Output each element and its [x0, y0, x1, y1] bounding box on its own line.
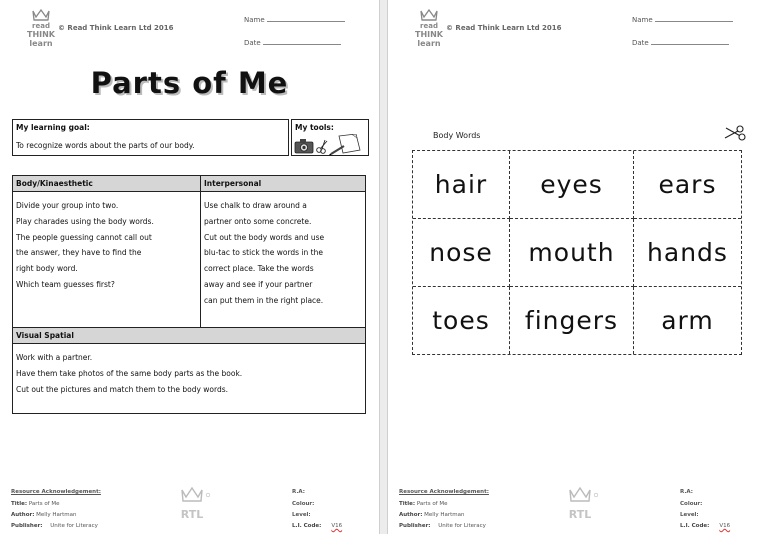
activity-text [13, 344, 365, 397]
activity-line: Which team guesses first? [16, 279, 115, 289]
activity-line: right body word. [16, 264, 78, 274]
footer-ra: R.A: [292, 489, 305, 495]
footer-publisher: Publisher: Unite for Literacy [11, 523, 98, 529]
activity-visual-spatial [13, 327, 365, 413]
activity-line: Cut out the pictures and match them to the body words. [16, 384, 229, 394]
activity-line: correct place. Take the words [204, 264, 314, 274]
svg-text:read: read [420, 22, 438, 30]
resource-ack-heading: Resource Acknowledgement: [399, 489, 489, 495]
word-card-eyes: eyes [510, 151, 634, 219]
activity-body-kinaesthetic [13, 176, 201, 327]
footer-li-code: L.I. Code: V16 [680, 523, 731, 529]
word-card-hair: hair [413, 151, 510, 219]
word-card-toes: toes [413, 287, 510, 354]
rtl-logo [564, 486, 600, 522]
rtl-logo [176, 486, 212, 522]
footer-author: Author: Melly Hartman [399, 512, 465, 518]
activity-text [13, 192, 200, 293]
footer-author: Author: Melly Hartman [11, 512, 77, 518]
svg-text:read: read [32, 22, 50, 30]
word-card-hands: hands [634, 219, 741, 287]
activity-line: can put them in the right place. [204, 295, 324, 305]
read-think-learn-logo [414, 8, 444, 50]
my-tools-box [291, 119, 369, 156]
activity-line: Play charades using the body words. [16, 216, 154, 226]
date-line[interactable] [263, 38, 341, 45]
my-tools-heading: My tools: [295, 123, 334, 132]
footer-title: Title: Parts of Me [11, 501, 60, 507]
svg-text:RTL: RTL [180, 508, 204, 521]
copyright-text: © Read Think Learn Ltd 2016 [58, 24, 174, 32]
activity-line: Divide your group into two. [16, 201, 119, 210]
svg-text:learn: learn [417, 39, 441, 48]
activity-line: Work with a partner. [16, 353, 93, 362]
activity-line: the answer, they have to find the [16, 248, 142, 258]
activity-line: partner onto some concrete. [204, 216, 312, 226]
activity-line: blu-tac to stick the words in the [204, 248, 323, 258]
activity-line: Have them take photos of the same body parts as the book. [16, 368, 243, 378]
activity-line: The people guessing cannot call out [16, 232, 152, 242]
date-label: Date [632, 39, 649, 47]
footer-colour: Colour: [292, 501, 315, 507]
activity-line: Use chalk to draw around a [204, 201, 307, 210]
camera-icon [295, 139, 313, 153]
footer-title-value: Parts of Me [28, 501, 60, 507]
word-card-mouth: mouth [510, 219, 634, 287]
footer-publisher-value: Unite for Literacy [50, 523, 98, 529]
svg-text:learn: learn [29, 39, 53, 48]
scissors-icon [723, 124, 747, 142]
date-field [244, 38, 341, 47]
body-words-grid [412, 150, 742, 355]
worksheet-page-left [0, 0, 379, 534]
svg-text:THINK: THINK [414, 30, 444, 39]
activity-text [201, 192, 365, 309]
read-think-learn-logo [26, 8, 56, 50]
footer-level: Level: [680, 512, 699, 518]
activity-heading: Interpersonal [201, 176, 365, 192]
pencil-icon [330, 146, 345, 155]
paper-icon [339, 134, 360, 153]
name-field [244, 15, 345, 24]
footer-title: Title: Parts of Me [399, 501, 448, 507]
word-card-ears: ears [634, 151, 741, 219]
footer-publisher: Publisher: Unite for Literacy [399, 523, 486, 529]
word-card-nose: nose [413, 219, 510, 287]
name-label: Name [632, 16, 653, 24]
body-words-label: Body Words [433, 131, 481, 140]
activity-line: Cut out the body words and use [204, 232, 325, 242]
tools-icons [294, 134, 366, 156]
svg-text:RTL: RTL [568, 508, 592, 521]
svg-text:THINK: THINK [26, 30, 56, 39]
name-line[interactable] [267, 15, 345, 22]
footer-level: Level: [292, 512, 311, 518]
footer-ra: R.A: [680, 489, 693, 495]
activity-interpersonal [201, 176, 365, 327]
learning-goal-heading: My learning goal: [16, 123, 90, 132]
learning-goal-text: To recognize words about the parts of our body. [16, 141, 195, 150]
footer-li-code: L.I. Code: V16 [292, 523, 343, 529]
word-card-fingers: fingers [510, 287, 634, 354]
footer-li-code-value: V16 [331, 523, 343, 529]
date-label: Date [244, 39, 261, 47]
date-line[interactable] [651, 38, 729, 45]
resource-ack-heading: Resource Acknowledgement: [11, 489, 101, 495]
worksheet-page-right [388, 0, 767, 534]
name-label: Name [244, 16, 265, 24]
name-line[interactable] [655, 15, 733, 22]
footer-colour: Colour: [680, 501, 703, 507]
footer-author-value: Melly Hartman [424, 512, 465, 518]
copyright-text: © Read Think Learn Ltd 2016 [446, 24, 562, 32]
activity-heading: Visual Spatial [13, 328, 365, 344]
scissors-icon [317, 140, 327, 153]
page-title: Parts of Me [90, 66, 289, 100]
footer-publisher-value: Unite for Literacy [438, 523, 486, 529]
name-field [632, 15, 733, 24]
footer-li-code-value: V16 [719, 523, 731, 529]
date-field [632, 38, 729, 47]
learning-goal-box [12, 119, 289, 156]
activity-line: away and see if your partner [204, 279, 313, 289]
footer-title-value: Parts of Me [416, 501, 448, 507]
word-card-arm: arm [661, 306, 714, 335]
activity-heading: Body/Kinaesthetic [13, 176, 200, 192]
page-gutter [379, 0, 388, 534]
footer-author-value: Melly Hartman [36, 512, 77, 518]
activities-table [12, 175, 366, 414]
